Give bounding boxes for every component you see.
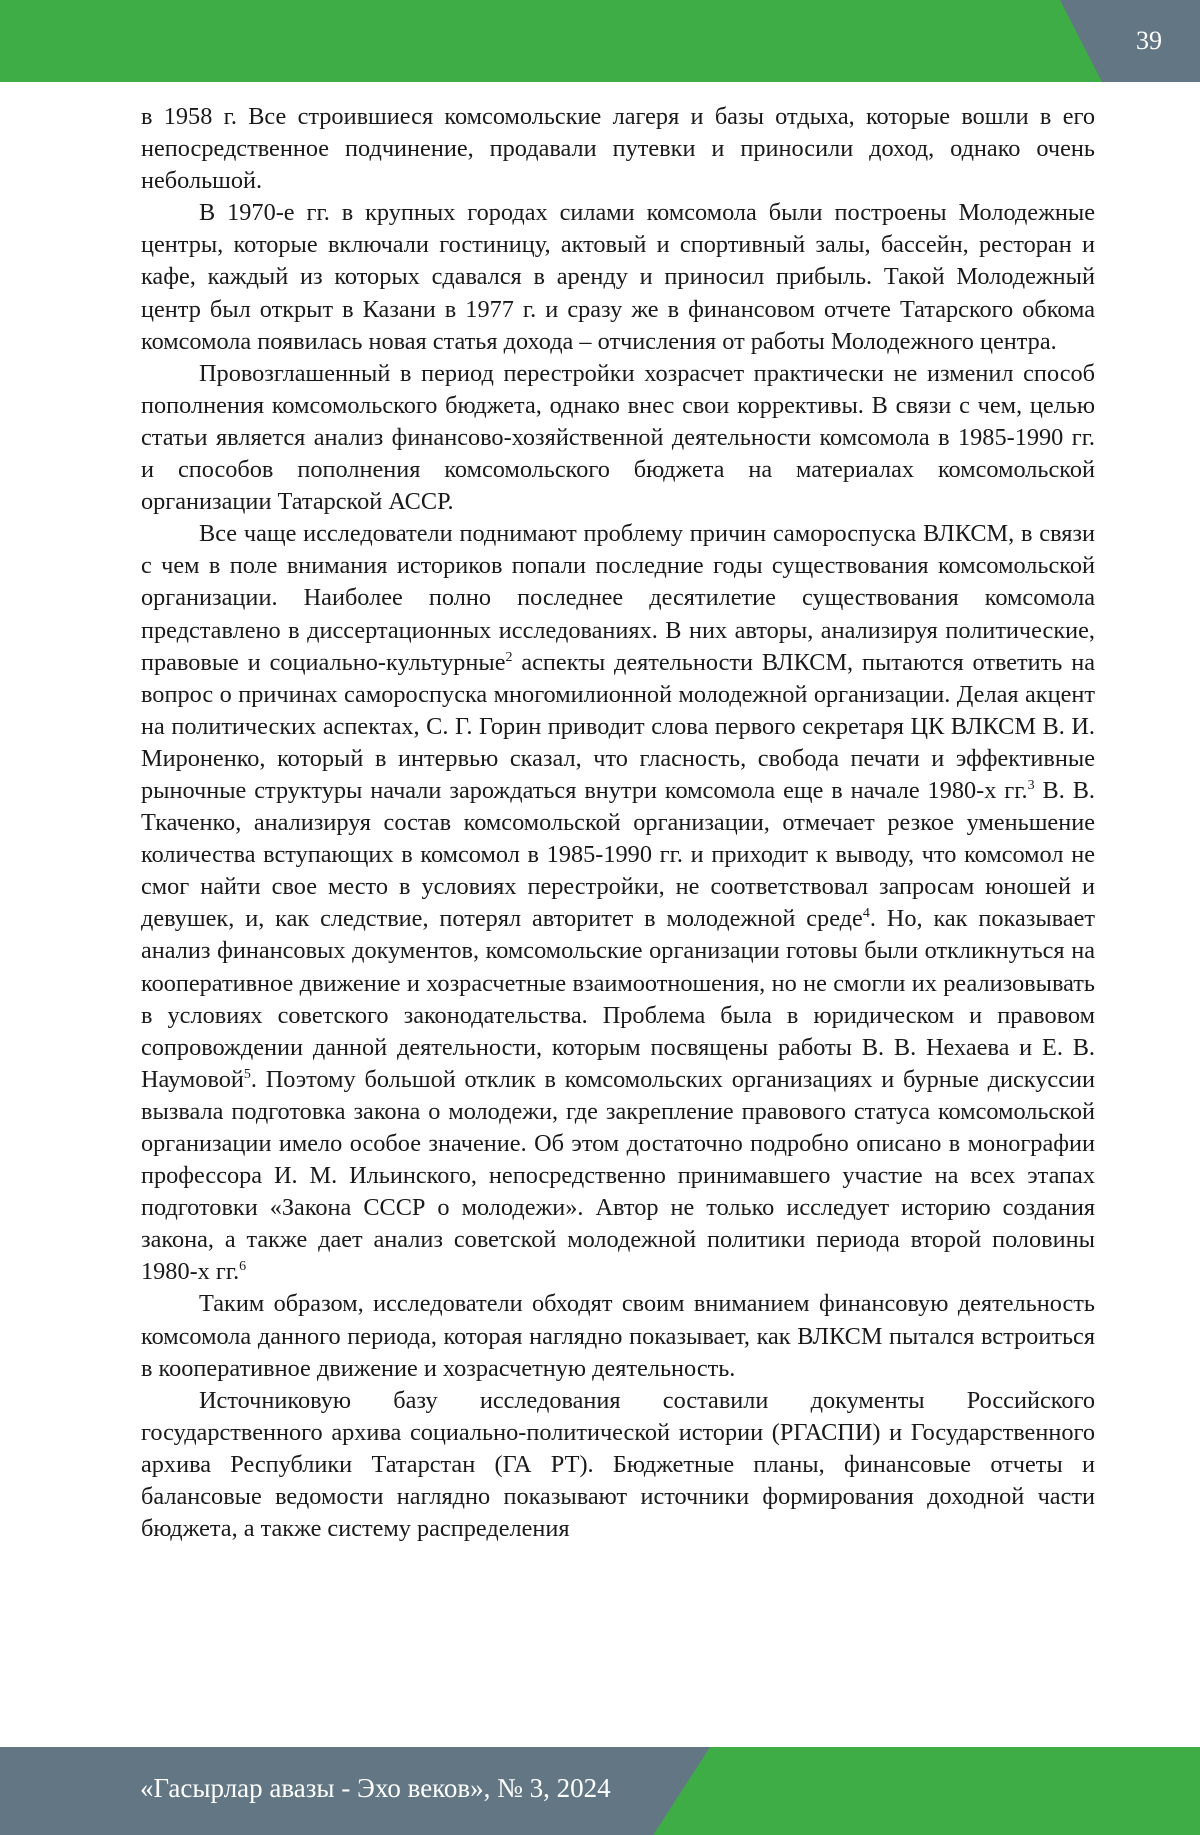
paragraph-4-text-3: В. В. Ткаченко, анализируя состав комсомольской организа­ции, отмечает резкое уменьшение количества вступающих в комсомол в 1985-1990 гг. и приходит к выводу, что комсомол не смог найти свое место в условиях перестройки, не соответствовал запросам юношей и девушек, и, как следствие, потерял авторитет в молодежной среде: [141, 777, 1095, 932]
footnote-ref-3: 3: [1028, 778, 1035, 793]
paragraph-4-text-4: . Но, как показывает анализ финан­совых документов, комсомольские организации готовы были откликнуться на кооперативное движение и хозрасчетные взаимоотношения, но не смогли их реализовывать в условиях советского законодательства. Проблема была в юридическом и правовом сопровождении данной деятельности, которым посвящены работы В. В. Нехаева и Е. В. Наумовой: [141, 905, 1095, 1092]
paragraph-4: [141, 518, 1095, 1288]
article-body: [141, 101, 1095, 1545]
footnote-ref-4: 4: [863, 906, 870, 921]
paragraph-4-text-5: . Поэтому большой отклик в комсомольских организациях и бурные дискуссии вызвала подготовка закона о молодежи, где закрепление правового статуса комсомольской организации имело особое значение. Об этом достаточно подробно описано в монографии профессора И. М. Ильинского, непосредственно принимавшего участие на всех этапах подготовки «Закона СССР о молодежи». Автор не только исследует историю создания закона, а также дает анализ советской молодежной политики периода второй половины 1980-х гг.: [141, 1066, 1095, 1286]
footnote-ref-5: 5: [244, 1067, 251, 1082]
footer-bar: [0, 1747, 1200, 1835]
paragraph-4-text-1: Все чаще исследователи поднимают проблему причин самороспуска ВЛКСМ, в связи с чем в поле внимания историков попали последние годы суще­ствования комсомольской организации. Наиболее полно последнее десятилетие существования комсомола представлено в диссертационных исследованиях. В них авторы, анализируя политические, правовые и социально-культурные: [141, 520, 1095, 675]
footnote-ref-6: 6: [239, 1259, 246, 1274]
page-number: 39: [1136, 28, 1162, 54]
paragraph-3: Провозглашенный в период перестройки хозрасчет практически не изменил способ пополнения комсомольского бюджета, однако внес свои коррективы. В связи с чем, целью статьи является анализ финансово-хозяйственной деятель­ности комсомола в 1985-1990 гг. и способов пополнения комсомольского бюдже­та на материалах комсомольской организации Татарской АССР.: [141, 358, 1095, 518]
journal-title: «Гасырлар авазы - Эхо веков», № 3, 2024: [140, 1775, 611, 1802]
paragraph-1: в 1958 г. Все строившиеся комсомольские лагеря и базы отдыха, которые вошли в его непосредственное подчинение, продавали путевки и приносили доход, однако очень небольшой.: [141, 101, 1095, 197]
paragraph-2: В 1970-е гг. в крупных городах силами комсомола были построены Молодежные центры, которые включали гостиницу, актовый и спортивный залы, бассейн, ресторан и кафе, каждый из которых сдавался в аренду и прино­сил прибыль. Такой Молодежный центр был открыт в Казани в 1977 г. и сразу же в финансовом отчете Татарского обкома комсомола появилась новая статья дохода – отчисления от работы Молодежного центра.: [141, 197, 1095, 357]
paragraph-5: Таким образом, исследователи обходят своим вниманием финансовую деятельность комсомола данного периода, которая наглядно показывает, как ВЛКСМ пытался встроиться в кооперативное движение и хозрасчетную деятельность.: [141, 1288, 1095, 1384]
header-bar: [0, 0, 1200, 82]
paragraph-4-text-2: аспекты деятельности ВЛКСМ, пытаются ответить на вопрос о причинах само­роспуска многомилионной молодежной организации. Делая акцент на поли­тических аспектах, С. Г. Горин приводит слова первого секретаря ЦК ВЛКСМ В. И. Мироненко, который в интервью сказал, что гласность, свобода печати и эффективные рыночные структуры начали зарождаться внутри комсомола еще в начале 1980-х гг.: [141, 649, 1095, 804]
paragraph-6: Источниковую базу исследования составили документы Российского государственного архива социально-политической истории (РГАСПИ) и Государственного архива Республики Татарстан (ГА РТ). Бюджетные планы, финансовые отчеты и балансовые ведомости наглядно показывают источни­ки формирования доходной части бюджета, а также систему распределения: [141, 1385, 1095, 1545]
footnote-ref-2: 2: [506, 650, 513, 665]
page-number-tab: [1060, 0, 1200, 82]
